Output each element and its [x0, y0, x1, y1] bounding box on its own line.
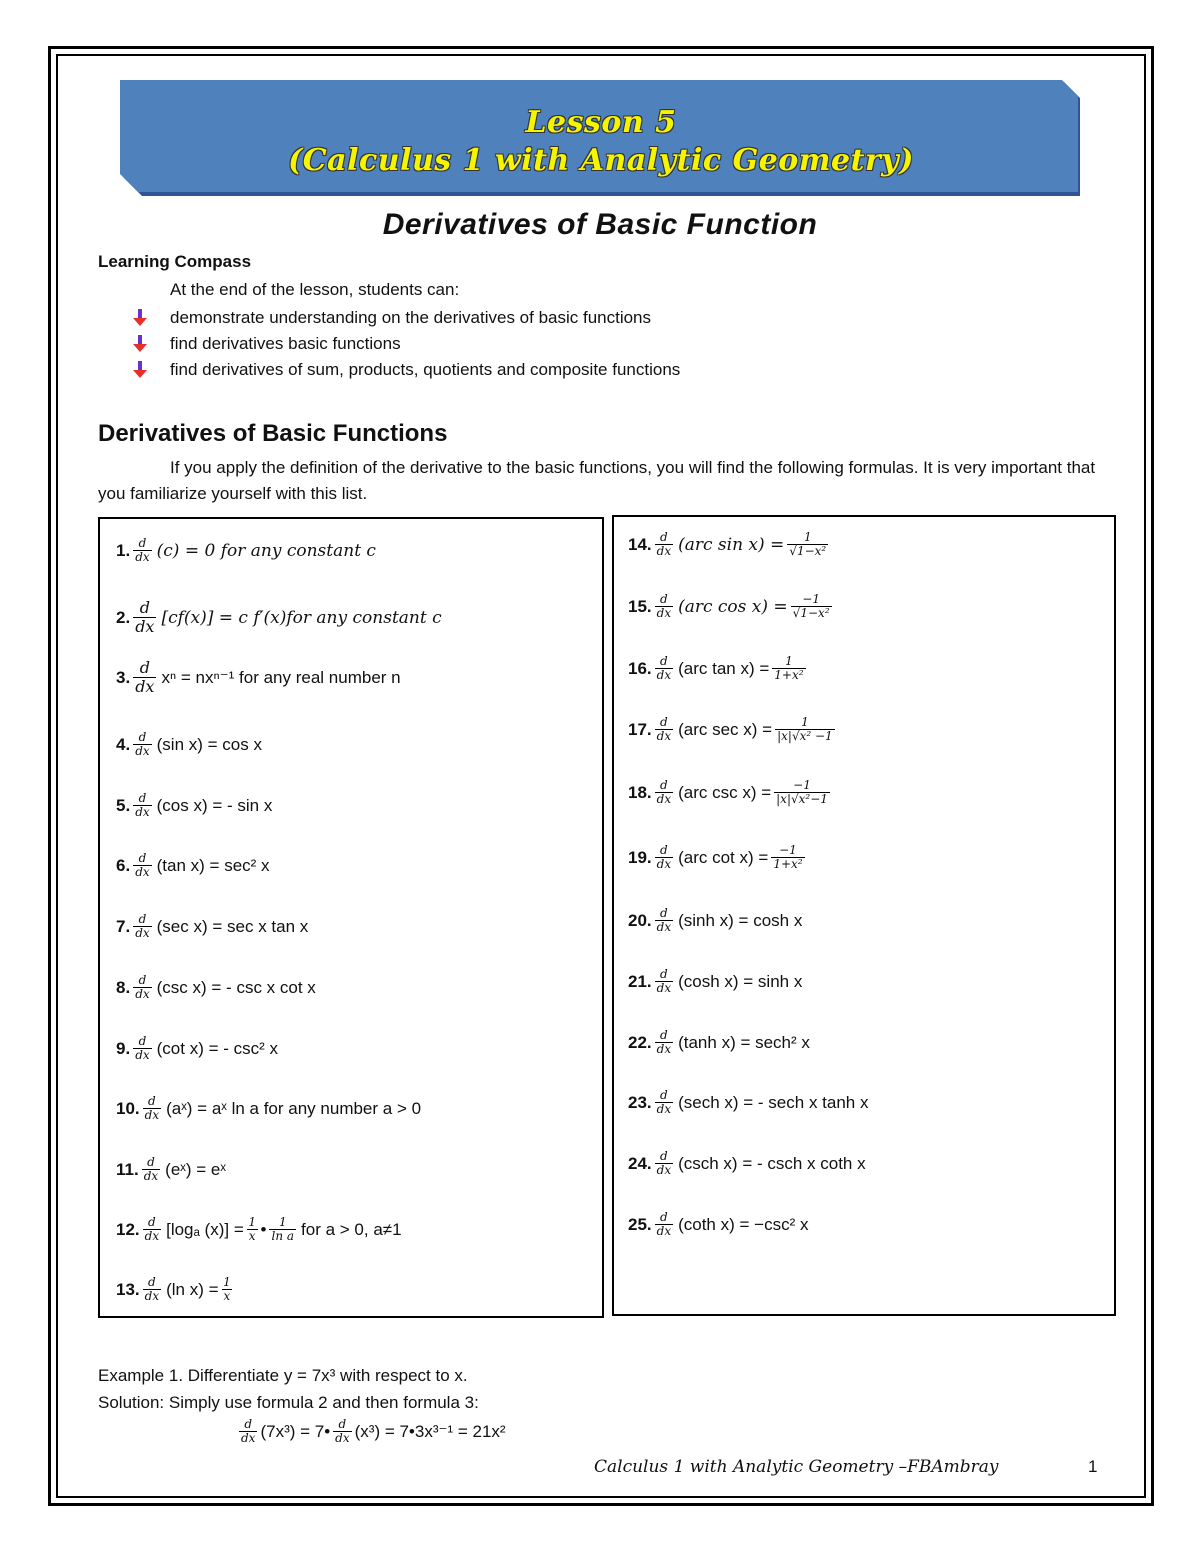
- d-dx-fraction: $\frac{d}{dx}$: [656, 1149, 672, 1177]
- section-intro: If you apply the definition of the derivative to the basic functions, you will find the following formulas. It is very important that you familiarize yourself with this list.: [98, 458, 1096, 503]
- section-heading: Derivatives of Basic Functions: [98, 420, 448, 447]
- formula-expression: [logₐ (x)] =: [166, 1219, 244, 1239]
- formula-box-left: [98, 517, 604, 1318]
- example-work-part-b: (x³) = 7•3x³⁻¹ = 21x²: [354, 1421, 506, 1441]
- formula-20: [628, 907, 802, 934]
- lesson-banner: [118, 78, 1084, 202]
- arrow-down-icon: [132, 360, 148, 380]
- formula-12: [116, 1216, 402, 1243]
- d-dx-fraction: $\frac{d}{dx}$: [656, 715, 672, 743]
- formula-5: [116, 792, 272, 819]
- result-fraction: $\frac{-1}{\text{|x|√x²−1}}$: [776, 778, 828, 806]
- example-work-part-a: (7x³) = 7•: [260, 1421, 331, 1441]
- formula-expression: (arc sin x) =: [678, 534, 785, 555]
- formula-number: 6.: [116, 855, 131, 875]
- objectives-list: [132, 305, 680, 383]
- banner-line-1: Lesson 5: [525, 105, 677, 140]
- formula-box-right: [612, 515, 1116, 1316]
- banner-text: [118, 104, 1084, 180]
- formula-25: [628, 1211, 808, 1238]
- objective-item: [132, 357, 680, 383]
- formula-expression: (csc x) = - csc x cot x: [156, 977, 316, 997]
- formula-expression: (aˣ) = aˣ ln a for any number a > 0: [166, 1098, 422, 1118]
- formula-number: 10.: [116, 1098, 140, 1118]
- formula-number: 16.: [628, 658, 652, 678]
- result-fraction: $\frac{1}{\text{1+x²}}$: [774, 654, 804, 682]
- arrow-down-icon: [132, 334, 148, 354]
- d-dx-fraction: $\frac{d}{dx}$: [241, 1417, 256, 1445]
- formula-18: [628, 779, 833, 806]
- formula-24: [628, 1150, 866, 1177]
- d-dx-fraction: $\frac{d}{dx}$: [144, 1275, 160, 1303]
- objective-text: demonstrate understanding on the derivatives of basic functions: [170, 308, 652, 327]
- formula-23: [628, 1089, 868, 1116]
- formula-expression: (ln x) =: [166, 1279, 219, 1299]
- formula-number: 9.: [116, 1038, 131, 1058]
- formula-number: 17.: [628, 719, 652, 739]
- formula-expression: (sech x) = - sech x tanh x: [678, 1092, 869, 1112]
- formula-expression: (cos x) = - sin x: [156, 795, 273, 815]
- d-dx-fraction: $\frac{d}{dx}$: [135, 912, 150, 940]
- formula-expression: xⁿ = nxⁿ⁻¹ for any real number n: [161, 667, 401, 687]
- formula-number: 14.: [628, 534, 652, 554]
- formula-number: 4.: [116, 734, 131, 754]
- bullet-dot: •: [260, 1219, 267, 1239]
- formula-expression: (arc sec x) =: [678, 719, 773, 739]
- formula-expression: (csch x) = - csch x coth x: [678, 1153, 866, 1173]
- example-solution: Solution: Simply use formula 2 and then formula 3:: [98, 1393, 479, 1412]
- formula-13: [116, 1276, 235, 1303]
- formula-number: 1.: [116, 540, 131, 560]
- d-dx-fraction: $\frac{d}{dx}$: [656, 778, 672, 806]
- formula-number: 2.: [116, 607, 131, 627]
- formula-7: [116, 913, 308, 940]
- formula-expression: (arc cos x) =: [678, 596, 788, 617]
- formula-9: [116, 1035, 278, 1062]
- formula-11: [116, 1156, 226, 1183]
- result-fraction: $\frac{1}{\text{√1−x²}}$: [789, 530, 827, 558]
- formula-number: 12.: [116, 1219, 140, 1239]
- d-dx-fraction: $\frac{d}{dx}$: [656, 843, 672, 871]
- fraction: $\frac{1}{x}$: [248, 1215, 256, 1243]
- formula-expression: (arc csc x) =: [678, 782, 772, 802]
- formula-number: 25.: [628, 1214, 652, 1234]
- d-dx-fraction: $\frac{d}{dx}$: [656, 906, 672, 934]
- formula-number: 5.: [116, 795, 131, 815]
- formula-number: 24.: [628, 1153, 652, 1173]
- formula-number: 3.: [116, 667, 131, 687]
- d-dx-fraction: $\frac{d}{dx}$: [135, 973, 150, 1001]
- objective-item: [132, 331, 680, 357]
- d-dx-fraction: $\frac{d}{dx}$: [135, 791, 150, 819]
- result-fraction: $\frac{-1}{\text{√1−x²}}$: [792, 592, 830, 620]
- formula-expression: (c) = 0 for any constant c: [156, 540, 376, 561]
- formula-10: [116, 1095, 421, 1122]
- d-dx-fraction: $\frac{d}{dx}$: [656, 967, 672, 995]
- d-dx-fraction: $\frac{d}{dx}$: [656, 1210, 672, 1238]
- result-fraction: $\frac{-1}{\text{1+x²}}$: [773, 843, 803, 871]
- formula-number: 13.: [116, 1279, 140, 1299]
- formula-number: 21.: [628, 971, 652, 991]
- footer-course-author: Calculus 1 with Analytic Geometry –FBAmbray: [594, 1457, 999, 1477]
- d-dx-fraction: $\frac{d}{dx}$: [656, 1088, 672, 1116]
- formula-15: [628, 593, 835, 620]
- formula-number: 22.: [628, 1032, 652, 1052]
- d-dx-fraction: $\frac{d}{dx}$: [656, 530, 672, 558]
- formula-4: [116, 731, 262, 758]
- formula-expression: (arc tan x) =: [678, 658, 770, 678]
- formula-expression: (arc cot x) =: [678, 847, 769, 867]
- d-dx-fraction: $\frac{d}{dx}$: [656, 654, 672, 682]
- d-dx-fraction: $\frac{d}{dx}$: [135, 658, 155, 696]
- d-dx-fraction: $\frac{d}{dx}$: [135, 851, 150, 879]
- formula-expression: (sec x) = sec x tan x: [156, 916, 309, 936]
- formula-condition: for a > 0, a≠1: [301, 1219, 402, 1239]
- d-dx-fraction: $\frac{d}{dx}$: [144, 1215, 160, 1243]
- result-fraction: $\frac{1}{\text{|x|√x² −1}}$: [777, 715, 833, 743]
- learning-compass-heading: Learning Compass: [98, 252, 252, 271]
- banner-line-2: (Calculus 1 with Analytic Geometry): [288, 143, 914, 178]
- formula-2: [116, 599, 442, 636]
- d-dx-fraction: $\frac{d}{dx}$: [135, 730, 150, 758]
- objective-text: find derivatives of sum, products, quotients and composite functions: [170, 360, 681, 379]
- d-dx-fraction: $\frac{d}{dx}$: [135, 1034, 150, 1062]
- formula-expression: (coth x) = −csc² x: [678, 1214, 809, 1234]
- objective-text: find derivatives basic functions: [170, 334, 401, 353]
- document-title: Derivatives of Basic Function: [382, 208, 818, 241]
- formula-number: 7.: [116, 916, 131, 936]
- formula-21: [628, 968, 802, 995]
- d-dx-fraction: $\frac{d}{dx}$: [143, 1155, 159, 1183]
- formula-number: 20.: [628, 910, 652, 930]
- formula-6: [116, 852, 270, 879]
- d-dx-fraction: $\frac{d}{dx}$: [656, 592, 672, 620]
- formula-16: [628, 655, 809, 682]
- formula-number: 23.: [628, 1092, 652, 1112]
- formula-number: 15.: [628, 596, 652, 616]
- formula-22: [628, 1029, 810, 1056]
- formula-number: 8.: [116, 977, 131, 997]
- formula-expression: (cosh x) = sinh x: [678, 971, 803, 991]
- learning-compass-intro: At the end of the lesson, students can:: [170, 280, 460, 299]
- example-statement: Example 1. Differentiate y = 7x³ with respect to x.: [98, 1366, 468, 1385]
- formula-number: 18.: [628, 782, 652, 802]
- formula-1: [116, 537, 376, 564]
- d-dx-fraction: $\frac{d}{dx}$: [144, 1094, 160, 1122]
- formula-expression: (cot x) = - csc² x: [156, 1038, 279, 1058]
- fraction: $\frac{1}{\text{ln a}}$: [271, 1215, 295, 1243]
- objective-item: [132, 305, 680, 331]
- d-dx-fraction: $\frac{d}{dx}$: [656, 1028, 672, 1056]
- arrow-down-icon: [132, 308, 148, 328]
- fraction: $\frac{1}{x}$: [223, 1275, 231, 1303]
- formula-expression: (eˣ) = eˣ: [165, 1159, 226, 1179]
- formula-8: [116, 974, 316, 1001]
- formula-expression: (sin x) = cos x: [156, 734, 262, 754]
- formula-14: [628, 531, 831, 558]
- page-number: 1: [1088, 1457, 1098, 1476]
- formula-number: 11.: [116, 1159, 139, 1179]
- formula-19: [628, 844, 808, 871]
- d-dx-fraction: $\frac{d}{dx}$: [135, 598, 155, 636]
- formula-expression: (sinh x) = cosh x: [678, 910, 803, 930]
- example-work: [236, 1418, 506, 1445]
- formula-expression: (tanh x) = sech² x: [678, 1032, 810, 1052]
- d-dx-fraction: $\frac{d}{dx}$: [335, 1417, 350, 1445]
- formula-17: [628, 716, 838, 743]
- formula-number: 19.: [628, 847, 652, 867]
- d-dx-fraction: $\frac{d}{dx}$: [135, 536, 150, 564]
- formula-3: [116, 659, 401, 696]
- formula-expression: (tan x) = sec² x: [156, 855, 270, 875]
- formula-expression: [cf(x)] = c f′(x)for any constant c: [161, 607, 442, 628]
